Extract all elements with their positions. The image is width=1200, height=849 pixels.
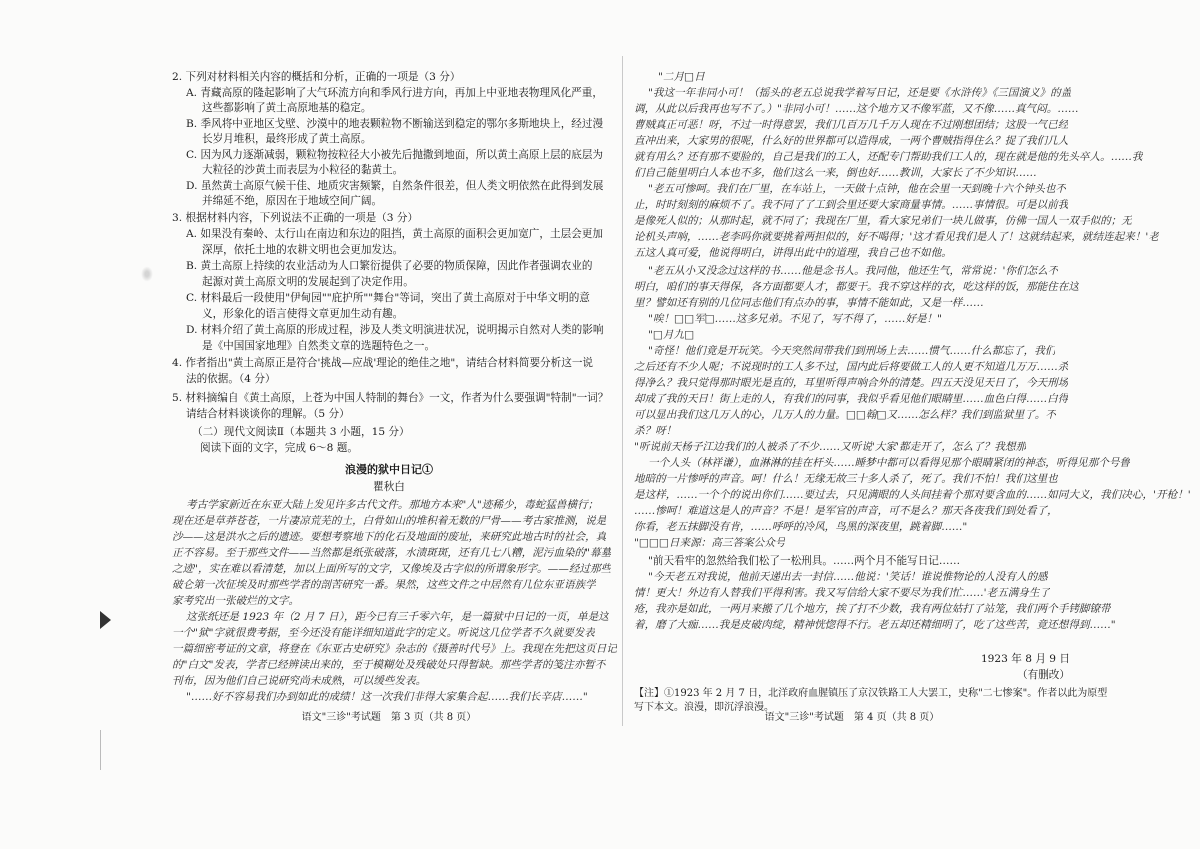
q2-option-b-line2: 长岁月堆积，最终形成了黄土高原。 — [202, 133, 372, 145]
section-instruction: 阅读下面的文字，完成 6～8 题。 — [200, 442, 358, 454]
article-author: 瞿秋白 — [373, 481, 405, 493]
article-title: 浪漫的狱中日记① — [345, 463, 433, 476]
q2-option-d-line2: 并绵延不绝，原因在于地域空间广阔。 — [202, 195, 383, 207]
q2-option-c-line1: C. 因为风力逐渐减弱，颗粒物按粒径大小被先后抛撒到地面，所以黄土高原上层的底层为 — [186, 149, 604, 161]
article-para1-line5: 之迹"，实在难以看清楚，加以上面所写的文字，又像埃及古字似的所谓象形字。——经过那些 — [172, 563, 612, 575]
diary-line: 着，磨了大痂……我是皮破肉绽，精神恍惚得不行。老五却还精细明了，吃了这些苦，竟还想得到……" — [634, 619, 1116, 631]
q3-option-c-line2: 义，形象化的语言使得文章更加生动有趣。 — [202, 308, 404, 320]
scan-speck — [140, 265, 154, 283]
q2-option-a-line2: 这些都影响了黄土高原地基的稳定。 — [202, 102, 372, 114]
diary-line: 情！更大！外边有人替我们平得利害。我又写信给大家不要尽为我们忙……'老五满身生了 — [634, 587, 1051, 599]
question-4-line1: 4. 作者指出"黄土高原正是符合'挑战—应战'理论的绝佳之地"，请结合材料简要分析这一说 — [172, 357, 594, 369]
diary-line: 是像死人似的；从那时起，就不同了；我现在厂里，看大家兄弟们一块儿做事，仿佛一国人一双手似的；无 — [634, 215, 1132, 227]
abridged-note: （有删改） — [1017, 669, 1070, 681]
article-para1-line2: 现在还是草莽苍苍，一片凄凉荒芜的土，白骨如山的堆积着无数的尸骨——考古家推测，说是 — [172, 515, 607, 527]
diary-line: 却成了我的天日！街上走的人，有我们的同事，我似乎看见他们眼睛里……血色白得……白得 — [634, 393, 1069, 405]
q3-option-b-line2: 起源对黄土高原文明的发展起到了决定作用。 — [202, 276, 414, 288]
diary-line: 你看，老五抹脚没有肯，……呼呼的冷风，鸟黑的深夜里，跳着脚……" — [634, 521, 968, 533]
diary-line: 可以显出我们这几万人的心，几万人的力量。□□翰□又……怎么样？我们到监狱里了。不 — [634, 409, 1056, 421]
diary-line: 曹贼真正可恶！呀，不过一时得意罢，我们几百万几千万人现在不过刚想团结；这股一气已经 — [634, 119, 1069, 131]
article-para1-line1: 考古学家新近在东亚大陆上发见许多古代文件。那地方本来"人"迹稀少，毒蛇猛兽横行； — [186, 499, 599, 511]
q3-option-b-line1: B. 黄土高原上持续的农业活动为人口繁衍提供了必要的物质保障，因此作者强调农业的 — [186, 260, 593, 272]
page-turn-arrow-icon — [100, 611, 111, 629]
q3-option-a-line1: A. 如果没有秦岭、太行山在南边和东边的阻挡，黄土高原的面积会更加宽广，土层会更加 — [186, 228, 603, 240]
column-divider — [622, 56, 623, 726]
article-para1-line7: 家考究出一张破烂的文字。 — [172, 595, 300, 607]
footnote-line1: 【注】①1923 年 2 月 7 日，北洋政府血腥镇压了京汉铁路工人大罢工，史称"二七惨案"。作者以此为原型 — [634, 688, 1108, 699]
diary-line: 一个人头（林祥谦），血淋淋的挂在杆头……睡梦中都可以看得见那个眼睛紧闭的神态，听得见那个号鲁 — [648, 457, 1131, 469]
q3-option-d-line1: D. 材料介绍了黄土高原的形成过程，涉及人类文明演进状况，说明揭示自然对人类的影响 — [186, 324, 604, 336]
diary-line: 调，从此以后我再也写不了。）"非同小可！……这个地方又不像军蓝，又不像……真气闷。…… — [634, 103, 1079, 115]
page-3-footer: 语文"三诊"考试题 第 3 页（共 8 页） — [301, 712, 477, 723]
article-para2-line3: 一篇细密考证的文章，将登在《东亚古史研究》杂志的《摄善时代号》上。我现在先把这页日记 — [172, 643, 617, 655]
article-para1-line3: 沙——这是洪水之后的遗迹。要想考察地下的化石及地面的废址，来研究此地古时的社会，真 — [172, 531, 607, 543]
article-para1-line4: 正不容易。至于那些文件——当然都是纸张破落，水渍斑斑，还有几七八糟，泥污血染的"幕墓 — [172, 547, 612, 559]
article-para1-line6: 破仑第一次征埃及时那些学者的剖苦研究一番。果然，这些文件之中居然有几位东亚语族学 — [172, 579, 596, 591]
diary-line: 直冲出来，大家男的很呢，什么好的世界都可以造得成，一两个曹贼指得住么？捉了我们几人 — [634, 135, 1069, 147]
diary-line: "我这一年非同小可！（摇头的老五总说我学着写日记，还是要《水浒传》《三国演义》的盖 — [648, 87, 1072, 99]
q3-option-d-line2: 是《中国国家地理》自然类文章的选题特色之一。 — [202, 340, 436, 352]
diary-line: "今天老五对我说，他前天递出去一封信……他说：'笑话！谁说惟物论的人没有人的感 — [648, 571, 1048, 583]
diary-line: 里？譬如还有别的几位同志他们有点办的事，事情不能如此，又是一样…… — [634, 297, 984, 309]
article-para2-line5: 刊布，因为他们自己说研究尚未成熟，可以缓些发表。 — [172, 675, 427, 687]
page-4-footer: 语文"三诊"考试题 第 4 页（共 8 页） — [764, 712, 940, 723]
diary-line: "奇怪！他们竟是开玩笑。今天突然间带我们到刑场上去……惯气……什么都忘了，我们 — [648, 345, 1056, 357]
diary-line: 是这样，……一个个的说出你们……要过去，只见满眼的人头间挂着个那对要含血的……如同大义，我们决心，'开枪！' — [634, 489, 1191, 501]
diary-line: 止，时时刻刻的麻烦不了。我不同了了工到会里还要大家商量事情。……事情很。可是以前我 — [634, 199, 1069, 211]
article-para2-line4: 的"白文"发表，学者已经辨读出来的，至于模糊处及残破处只得暂缺。那些学者的笺注亦暂不 — [172, 659, 606, 671]
diary-line: "□□□日来源：高三答案公众号 — [634, 537, 786, 549]
diary-line: 疮，我亦是如此，一两月来搬了几个地方，挨了打不少数，我有两位姑打了站笼，我们两个手铐脚镣带 — [634, 603, 1111, 615]
q3-option-a-line2: 深厚，依托土地的农耕文明也会更加发达。 — [202, 244, 404, 256]
diary-line: 们自己能里明白人本也不多，他们这么一来，倒也好……教训，大家长了不少知识…… — [634, 167, 1037, 179]
article-para3-line1: "……好不容易我们办到如此的成绩！这一次我们非得大家集合起……我们长辛店……" — [186, 691, 588, 703]
q2-option-a-line1: A. 青藏高原的隆起影响了大气环流方向和季风行进方向，再加上中亚地表物理风化严重， — [186, 87, 603, 99]
scan-mark — [100, 730, 101, 770]
diary-line: 得净么？我只觉得那时眼光是直的，耳里听得声响合外的清楚。四五天没见天日了，今天刑场 — [634, 377, 1069, 389]
article-para2-line1: 这张纸还是 1923 年（2 月 7 日），距今已有三千零六年，是一篇狱中日记的一页，单是这 — [186, 611, 609, 623]
q2-option-b-line1: B. 季风将中亚地区戈壁、沙漠中的地表颗粒物不断输送到稳定的鄂尔多斯地块上，经过漫 — [186, 118, 604, 130]
diary-date-feb: "二月□日 — [658, 71, 705, 83]
diary-source-line: "前天看牢的忽然给我们松了一松刑具。……两个月不能写日记…… — [648, 555, 961, 567]
diary-line: 五这人真可爱，他说得明白，讲得出此中的道理，我自己也不如他。 — [634, 247, 952, 259]
question-3-stem: 3. 根据材料内容，下列说法不正确的一项是（3 分） — [172, 212, 419, 224]
diary-line: 杀？呀！ — [634, 425, 677, 437]
q2-option-c-line2: 大粒径的沙黄土而表层为小粒径的黏黄土。 — [202, 164, 404, 176]
diary-line: "老五可惨呵。我们在厂里，在车站上，一天做十点钟，他在会里一天到晚十六个钟头也不 — [648, 183, 1067, 195]
diary-line: 之后还有不少人呢；不说现时的工人多不过，国内此后将要做工人的人更不知道几万万……杀 — [634, 361, 1069, 373]
diary-line: 地暗的一片惨呼的声音。呵！什么！无缘无故三十多人杀了，死了。我们不怕！我们这里也 — [634, 473, 1058, 485]
diary-line: 就有用么？还有那不要脸的，自己是我们的工人，还配专门帮助我们工人的，现在就是他的先头卒人。……我 — [634, 151, 1143, 163]
question-5-line1: 5. 材料摘编自《黄土高原，上苍为中国人特制的舞台》一文，作者为什么要强调"特制"一词？ — [172, 392, 609, 404]
diary-line: "老五从小又没念过这样的书……他是念书人。我同他，他还生气，常常说：'你们怎么不 — [648, 265, 1059, 277]
question-4-line2: 法的依据。（4 分） — [186, 373, 276, 385]
footnote-line2: 写下本文。浪漫，即沉浮浪漫。 — [634, 702, 774, 713]
q3-option-c-line1: C. 材料最后一段使用"伊甸园""庇护所""舞台"等词，突出了黄土高原对于中华文明的意 — [186, 292, 590, 304]
question-5-line2: 请结合材料谈谈你的理解。（5 分） — [186, 408, 350, 420]
page-3-column — [172, 0, 617, 849]
page-4-column — [634, 0, 1191, 849]
diary-line: 论机头声响，……老李吗你就要挑着两担似的，好不喝得；'这才看见我们是人了！这就结起来，就结连起来！'老 — [634, 231, 1159, 243]
diary-line: ……惨呵！难道这是人的声音？不是！是军官的声音，可不是么？那天各夜我们到处看了， — [634, 505, 1058, 517]
diary-date: "□月九□ — [648, 329, 695, 341]
question-2-stem: 2. 下列对材料相关内容的概括和分析，正确的一项是（3 分） — [172, 71, 461, 83]
diary-line: "听说前天杨子江边我们的人被杀了不少……又听说'大家'都走开了，怎么了？我想那 — [634, 441, 1027, 453]
diary-line: 明白，咱们的事天得保，各方面都要人才，都要干。我不穿这样的衣，吃这样的饭，那能住在这 — [634, 281, 1079, 293]
article-para2-line2: 一个"狱"字就很费考据，至今还没有能详细知道此字的定义。听说这几位学者不久就要发表 — [172, 627, 595, 639]
diary-end-date: 1923 年 8 月 9 日 — [980, 653, 1070, 665]
diary-line: "唉！□□军□……这多兄弟。不见了，写不得了，……好是！" — [648, 313, 943, 325]
section-heading: （二）现代文阅读Ⅱ（本题共 3 小题，15 分） — [192, 426, 410, 438]
q2-option-d-line1: D. 虽然黄土高原气候干佳、地质灾害频繁，自然条件很差，但人类文明依然在此得到发展 — [186, 180, 604, 192]
